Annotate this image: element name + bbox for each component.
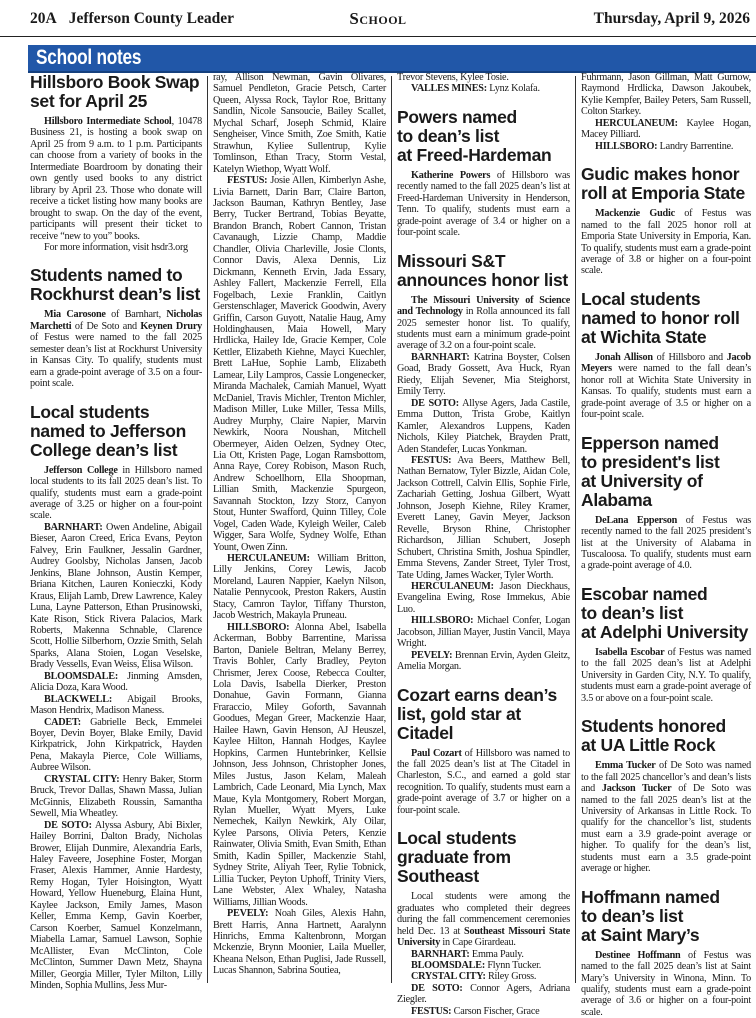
bold-lead-text: Southeast Missouri State University [397,925,570,949]
body-text: , 10478 Business 21, is hosting a book swap on April 25 from 9 a.m. to 1 p.m. Participants can choose from a variety of books in the Intermediate Boardroom by donating their own gently used books to any district library by April 23. Those who donate will receive a ticket listing how many books are brought to swap. On the day of the event, participants will present their ticket to receive “new to you” books. [30,116,202,242]
article-paragraph [581,760,751,875]
article-paragraph [30,717,202,774]
bold-lead-text: BLOOMSDALE: [411,960,485,972]
bold-lead-text: BARNHART: [411,948,470,960]
article-paragraph [30,465,202,522]
bold-lead-text: Emma Tucker [595,760,656,772]
bold-lead-text: HILLSBORO: [411,615,474,627]
article-headline: Hillsboro Book Swap set for April 25 [30,72,200,111]
body-text: Noah Giles, Alexis Hahn, Brett Harris, Anna Hartnett, Aaralynn Hinrichs, Emma Kaltenbronn, Morgan Mckenzie, Brynn Moonier, Laila Mueller, Kheana Nelson, Ethan Puglisi, Jade Russell, Lucas Shannon, Sabrina Soutiea, [213,908,386,977]
bold-lead-text: Jefferson College [44,464,118,476]
section-name: School [349,9,407,28]
bold-lead-text: CADET: [44,716,81,728]
body-text: Jinming Amsden, Alicia Doza, Kara Wood. [30,670,202,694]
body-text: of Hillsboro was named to the fall 2025 dean’s list at The Citadel in Charleston, S.C., and earned a gold star recognition. To qualify, students must earn a grade-point average of 3.7 or higher on a four-point scale. [397,747,570,816]
article-headline: Local students named to Jefferson College dean’s list [30,401,187,460]
page-header [0,0,756,37]
column-divider [207,76,208,983]
article-headline: Escobar named to dean’s list at Adelphi University [581,583,749,642]
article-paragraph [30,522,202,671]
bold-lead-text: FESTUS: [227,175,268,187]
body-text: were named to the fall dean’s honor roll at Wichita State University in Kansas. To qualify, students must earn a grade-point average of 3.5 or higher on a four-point scale. [581,363,751,421]
article-paragraph [397,398,570,455]
body-text: William Britton, Lilly Jenkins, Corey Lewis, Jacob Moreland, Lauren Nappier, Kaelyn Nilson, Natalie Pennycook, Preston Rakers, Austin Stacy, Camron Taylor, Tiffany Thurston, Jacob Westrich, Makayla Pruneau. [213,553,386,622]
bold-lead-text: Nicholas Marchetti [30,309,202,332]
body-text: Jason Dieckhaus, Evangelina Ewing, Rose Immekus, Abie Luo. [397,580,570,615]
body-text: Allyse Agers, Jada Castile, Emma Dutton, Trista Grobe, Kaitlyn Kamler, Alexandros Luppens, Kaden Nichols, Kiley Piatchek, Brayden Pratt, Aden Standefer, Lucas Yonkman. [397,397,570,455]
body-text: of Festus was recently named to the fall 2025 president’s list at the University of Alabama in Tuscaloosa. To qualify, students must earn a grade-point average of 4.0. [581,514,752,572]
bold-lead-text: HERCULANEUM: [411,580,494,592]
bold-lead-text: DE SOTO: [411,982,463,994]
body-text: of Festus was named to the fall 2025 honor roll at Emporia State University in Emporia, Kan. To qualify, students must earn a grade-point average of 3.8 or higher on a four-point scale. [581,208,751,277]
body-text: of De Soto was named to the fall 2025 dean’s list at the University of Arkansas in Little Rock. To qualify for the chancellor’s list, students must earn a 3.9 grade-point average or higher. To qualify for the dean’s list, students must earn a 3.5 grade-point average or higher. [581,783,751,875]
article-headline: Local students named to honor roll at Wichita State [581,288,740,347]
article-paragraph [581,515,751,572]
bold-lead-text: HERCULANEUM: [595,117,678,129]
article-paragraph [397,581,570,615]
column-3 [397,72,570,1017]
article-headline: Local students graduate from Southeast [397,828,517,887]
body-text: of De Soto and [71,320,141,332]
body-text: Josie Allen, Kimberlyn Ashe, Livia Barnett, Darin Barr, Claire Barton, Jackson Bauman, Kathryn Bentley, Jase Berry, Tucker Bertrand, Tobias Beyatte, Brandon Branch, Robert Cannon, Tristan Cavanaugh, Lizzie Champ, Maddie Chandler, Olivia Charleville, Josie Clonts, Connor Davis, Alexa Dennis, Liz Dickmann, Kenneth Ervin, Jada Essary, Ashley Fallert, Mackenzie Ferrell, Ella Fogelbach, Lexie Franklin, Caitlyn Gerstenschlager, Maverick Goodwin, Avery Griffin, Carson Guyott, Natalie Haug, Amy Holdinghausen, Maia Howell, Mary Hrdlicka, Hailey Ide, Gracie Kemper, Cole Kettler, Elizabeth Kiehne, Mayci Kuechler, Brett LaHue, Sophie Lamb, Elizabeth Lamear, Lily Lampros, Cassie Longenecker, Miranda Machalek, Camiah Manuel, Wyatt McDaniel, Travis Michler, Trenton Michler, Madison Miller, Luke Miller, Tessa Mills, Audrey Murphy, Claire Napier, Marvin Newkirk, Noora Noushan, Mitchell Obermeyer, Aiden Oelzen, Sydney Otec, Lia Ott, Kristen Page, Logan Ramsbottom, Anna Raye, Corey Robison, Mason Ruch, Andrew Schoellhorn, Ella Shoopman, Lillian Smith, Mackenzie Spurgeon, Savannah Stockton, Izzy Storz, Canyon Stout, Hunter Swafford, Quinn Tilley, Cole Vogel, Caden Wade, Kyleigh Weiler, Caleb Wigger, Sara Wolfe, Sydney Wolfe, Ethan Yount, Owen Zinn. [213,175,386,553]
bold-lead-text: BLOOMSDALE: [44,670,118,682]
body-text: Flynn Tucker. [485,960,542,972]
bold-lead-text: Katherine Powers [411,169,491,181]
bold-lead-text: BARNHART: [411,351,470,363]
article-paragraph [397,949,570,960]
body-text: Carson Fischer, Grace [451,1005,540,1017]
body-text: of De Soto was named to the fall 2025 chancellor’s and dean’s lists and [581,760,751,795]
body-text: Fuhrmann, Jason Gillman, Matt Gurnow, Raymond Hrdlicka, Dawson Jakoubek, Kylie Kempfer, Bailey Peters, Sam Russell, Colton Starkey. [581,72,751,118]
body-text: Alonna Abel, Isabella Ackerman, Bobby Barrentine, Marissa Barton, Daniele Beltran, Melany Berrey, Travis Bohler, Carly Bradley, Peyton Chrismer, Jerex Coose, Rebecca Coulter, Lola Davis, Isabella Dierker, Preston Donahue, Gavin Formann, Gianna Fraraccio, Miley Goforth, Savannah Goodues, Megan Greer, Mackenzie Haar, Hailee Hawn, Gavin Henson, AJ Heuszel, Kaylee Hilton, Hannah Hodges, Kaylee Hopkins, Carmen Huntebrinker, Kellsie Johnson, Jess Johnson, Christopher Jones, Miles Justus, Jason Kelam, Maleah Lambrich, Cade Leonard, Mia Lynch, Max Maue, Kyla Montgomery, Robert Morgan, Rylan Mueller, Wyatt Myers, Luke Nemechek, Kailyn Newkirk, Aly Oilar, Kylee Parsons, Olivia Peters, Kenzie Rainwater, Olivia Smith, Evan Smith, Ethan Smith, Kadin Spiller, Mackenzie Stahl, Sydney Strite, Aliyah Teer, Rylie Tobnick, Lillia Tucker, Peyton Uphoff, Trinity Viers, Lane Webster, Alex Whaley, Natasha Williams, Jillian Woods. [213,621,386,908]
body-text: of Hillsboro and [652,351,727,363]
page-number: 20A [30,10,57,27]
bold-lead-text: FESTUS: [411,1005,452,1017]
body-text: For more information, visit hsdr3.org [44,241,188,253]
bold-lead-text: HILLSBORO: [227,621,290,633]
article-paragraph [581,208,751,277]
article-paragraph [581,352,751,421]
body-text: Michael Confer, Logan Jacobson, Jillian Mayer, Justin Vancil, Maya Wright. [397,615,570,650]
bold-lead-text: CRYSTAL CITY: [44,773,120,785]
bold-lead-text: DE SOTO: [411,397,459,409]
article-paragraph [397,983,570,1006]
paper-name: Jefferson County Leader [68,10,235,27]
body-text: Alyssa Asbury, Abi Bixler, Hailey Borrini, Dalton Brady, Nicholas Brower, Elijah Dunmire, Alexandria Earls, Haley Faveere, Josephine Foster, Morgan Fraser, Alexis Hammer, Annie Hardesty, Remy Hogan, Tyler Hoisington, Wyatt Howard, Yellow Hueneburg, Elaina Hunt, Kaylee Jackson, Emily James, Mason Keller, Emma Kemp, Gavin Koerber, Carson Koerber, Samuel Konzelmann, Miabella Lamar, Samuel Lawson, Sophie McAllister, Evan McClinton, Cole McClinton, Summer Dawn Metz, Shayna Miller, Georgia Miller, Tyler Milton, Lilly Minden, Sophia Mullins, Jess Mur- [30,819,202,991]
body-text: Gabrielle Beck, Emmelei Boyer, Devin Boyer, Blake Emily, David Kirkpatrick, John Kirkpatrick, Hayden Pena, Makayla Pierce, Cole Williams, Aubree Wilson. [30,716,202,774]
bold-lead-text: HILLSBORO: [595,140,658,152]
bold-lead-text: FESTUS: [411,454,452,466]
article-headline: Powers named to dean’s list at Freed-Hardeman [397,106,552,165]
article-paragraph-continued [213,72,386,175]
section-banner [28,45,756,73]
bold-lead-text: Jonah Allison [595,351,653,363]
banner-title: School notes [36,46,142,69]
article-paragraph [397,971,570,982]
body-text: Kaylee Hogan, Macey Pilliard. [581,117,751,141]
article-headline: Gudic makes honor roll at Emporia State [581,164,745,204]
article-paragraph [397,650,570,673]
article-paragraph [397,615,570,649]
article-paragraph [581,950,751,1018]
article-headline: Epperson named to president's list at University of Alabama [581,432,720,510]
article-paragraph [30,774,202,820]
body-text: of Hillsboro was recently named to the fall 2025 dean’s list at Freed-Hardeman University in Henderson, Tenn. To qualify, students must earn a grade-point average of 3.4 or higher on a four-point scale. [397,169,570,239]
article-paragraph [213,908,386,977]
issue-date: Thursday, April 9, 2026 [593,10,750,27]
article-paragraph-continued [581,72,751,118]
column-1 [30,72,203,991]
article-paragraph [30,242,202,253]
bold-lead-text: DeLana Epperson [595,514,678,526]
bold-lead-text: BLACKWELL: [44,693,112,705]
article-headline: Cozart earns dean’s list, gold star at Citadel [397,684,557,743]
article-paragraph [397,455,570,581]
article-paragraph [581,141,751,152]
bold-lead-text: PEVELY: [227,908,269,920]
article-headline: Students named to Rockhurst dean’s list [30,265,201,305]
bold-lead-text: Paul Cozart [411,747,462,759]
body-text: of Festus was named to the fall 2025 dean’s list at Saint Mary’s University in Winona, Minn. To qualify, students must earn a grade-point average of 3.6 or higher on a four-point scale. [581,949,751,1018]
bold-lead-text: VALLES MINES: [411,83,487,95]
article-paragraph [397,960,570,971]
bold-lead-text: BARNHART: [44,521,103,533]
article-headline: Missouri S&T announces honor list [397,250,568,290]
article-paragraph [30,116,202,242]
column-4 [581,72,752,1018]
article-paragraph [397,170,570,239]
body-text: Henry Baker, Storm Bruck, Trevor Dallas, Shawn Massa, Julian McGinnis, Elizabeth Roussin, Samantha Sewell, Mia Wheatley. [30,773,203,820]
bold-lead-text: Mackenzie Gudic [595,208,675,220]
column-divider [391,76,392,983]
article-paragraph [397,83,570,94]
body-text: in Cape Girardeau. [440,937,516,949]
body-text: Lynz Kolafa. [486,83,540,95]
bold-lead-text: PEVELY: [411,649,453,661]
article-paragraph [397,891,570,948]
bold-lead-text: Hillsboro Intermediate School [44,116,172,127]
body-text: Riley Gross. [485,971,537,983]
bold-lead-text: CRYSTAL CITY: [411,971,486,983]
article-paragraph [213,175,386,553]
article-paragraph [581,647,751,704]
bold-lead-text: The Missouri University of Science and Technology [397,294,570,318]
body-text: Connor Agers, Adriana Ziegler. [397,982,570,1006]
bold-lead-text: Jackson Tucker [601,783,672,795]
body-text: Brennan Ervin, Ayden Gleitz, Amelia Morgan. [397,649,570,673]
article-paragraph [397,1006,570,1017]
body-text: Emma Pauly. [469,948,524,960]
bold-lead-text: DE SOTO: [44,819,92,831]
body-text: Trevor Stevens, Kylee Tosie. [397,72,509,83]
body-text: Abigail Brooks, Mason Hendrix, Madison Maness. [30,693,202,717]
bold-lead-text: Keynen Drury [140,320,202,332]
body-text: of Festus were named to the fall 2025 semester dean’s list at Rockhurst University in Kansas City. To qualify, students must earn a grade-point average of 3.5 on a four-point scale. [30,332,202,390]
body-text: in Hillsboro named local students to its fall 2025 dean’s list. To qualify, students must earn a grade-point average of 3.25 or higher on a four-point scale. [30,464,202,522]
body-text: Local students were among the graduates who completed their degrees during the fall commencement ceremonies held Dec. 13 at [397,891,570,937]
body-text: Ava Beers, Matthew Bell, Nathan Bernatow, Tyler Bizzle, Aidan Cole, Jackson Cottrell, Calvin Ellis, Sophie Firle, Zachariah Getting, Joshua Gilbert, Wyatt Johnson, Joseph Kiehne, Riley Kramer, Everett Laney, Gavin Meyer, Jackson Revelle, Bryson Rhine, Christopher Richardson, Jillian Schubert, Joseph Schubert, Christina Smith, Joshua Spindler, Emma Stevens, Zander Street, Tyler Trost, Tate Uding, James Wacker, Tyler Worth. [397,454,570,581]
article-paragraph [213,553,386,622]
body-text: of Barnhart, [105,309,167,321]
bold-lead-text: Destinee Hoffmann [595,949,681,961]
bold-lead-text: Isabella Escobar [595,646,665,658]
body-text: Owen Andeline, Abigail Bieser, Aaron Creed, Erica Evans, Peyton Falvey, Erin Faulkner, Jessalin Gardner, Audrey Goolsby, Nicholas Jansen, Jacob Jenkins, Blane Johnson, Austin Kemper, Briana Kitchen, Lauren Konieczki, Kody Kraus, Elijah Lamb, Drew Lawrence, Kaley Luna, Layne Patterson, Ethan Prusinowski, Kate Rison, Stick Rivera Palacios, Mark Roberts, Makenna Schnable, Clarence Scott, Hollie Silberhorn, Ozzie Smith, Selah Sparks, Alana Stoien, Logan Veselske, Brady Vessells, Evan Weiss, Elisa Wilson. [30,521,202,671]
article-paragraph [213,622,386,908]
column-2 [213,72,386,983]
article-paragraph [30,820,202,992]
article-headline: Students honored at UA Little Rock [581,716,726,756]
article-headline: Hoffmann named to dean’s list at Saint Mary’s [581,886,720,945]
bold-lead-text: Jacob Meyers [581,351,751,375]
article-paragraph [30,671,202,694]
body-text: in Rolla announced its fall 2025 semester honor list. To qualify, students must earn a minimum grade-point average of 3.2 on a four-point scale. [397,306,570,352]
article-paragraph [397,295,570,352]
bold-lead-text: HERCULANEUM: [227,553,310,565]
article-paragraph [397,352,570,398]
body-text: Landry Barrentine. [657,140,734,152]
bold-lead-text: Mia Carosone [44,309,106,321]
article-paragraph [30,309,202,389]
column-divider [575,76,576,983]
article-paragraph-continued [397,72,570,83]
body-text: Katrina Boyster, Colsen Goad, Brady Gossett, Ava Huck, Ryan Riedy, Elijah Sevener, Mia Steighorst, Emily Terry. [397,351,570,398]
article-paragraph [30,694,202,717]
article-paragraph [581,118,751,141]
article-paragraph [397,748,570,817]
body-text: of Festus was named to the fall 2025 dean’s list at Adelphi University in Garden City, N.Y. To qualify, students must earn a grade-point average of 3.5 or above on a four-point scale. [581,646,751,704]
body-text: ray, Allison Newman, Gavin Olivares, Samuel Pendleton, Gracie Petsch, Carter Queen, Alyssa Rock, Taylor Roe, Brittany Sandlin, Nicole Sansoucie, Bailey Scallet, Mychal Scharf, Joseph Schmid, Klaire Sengheiser, Vince Smith, Zoe Smith, Katie Strawhun, Kyliee Sullentrup, Kylie Tomlinson, Ethan Tracy, Storm Vestal, Katelyn Wiethop, Wyatt Wolf. [213,72,386,175]
